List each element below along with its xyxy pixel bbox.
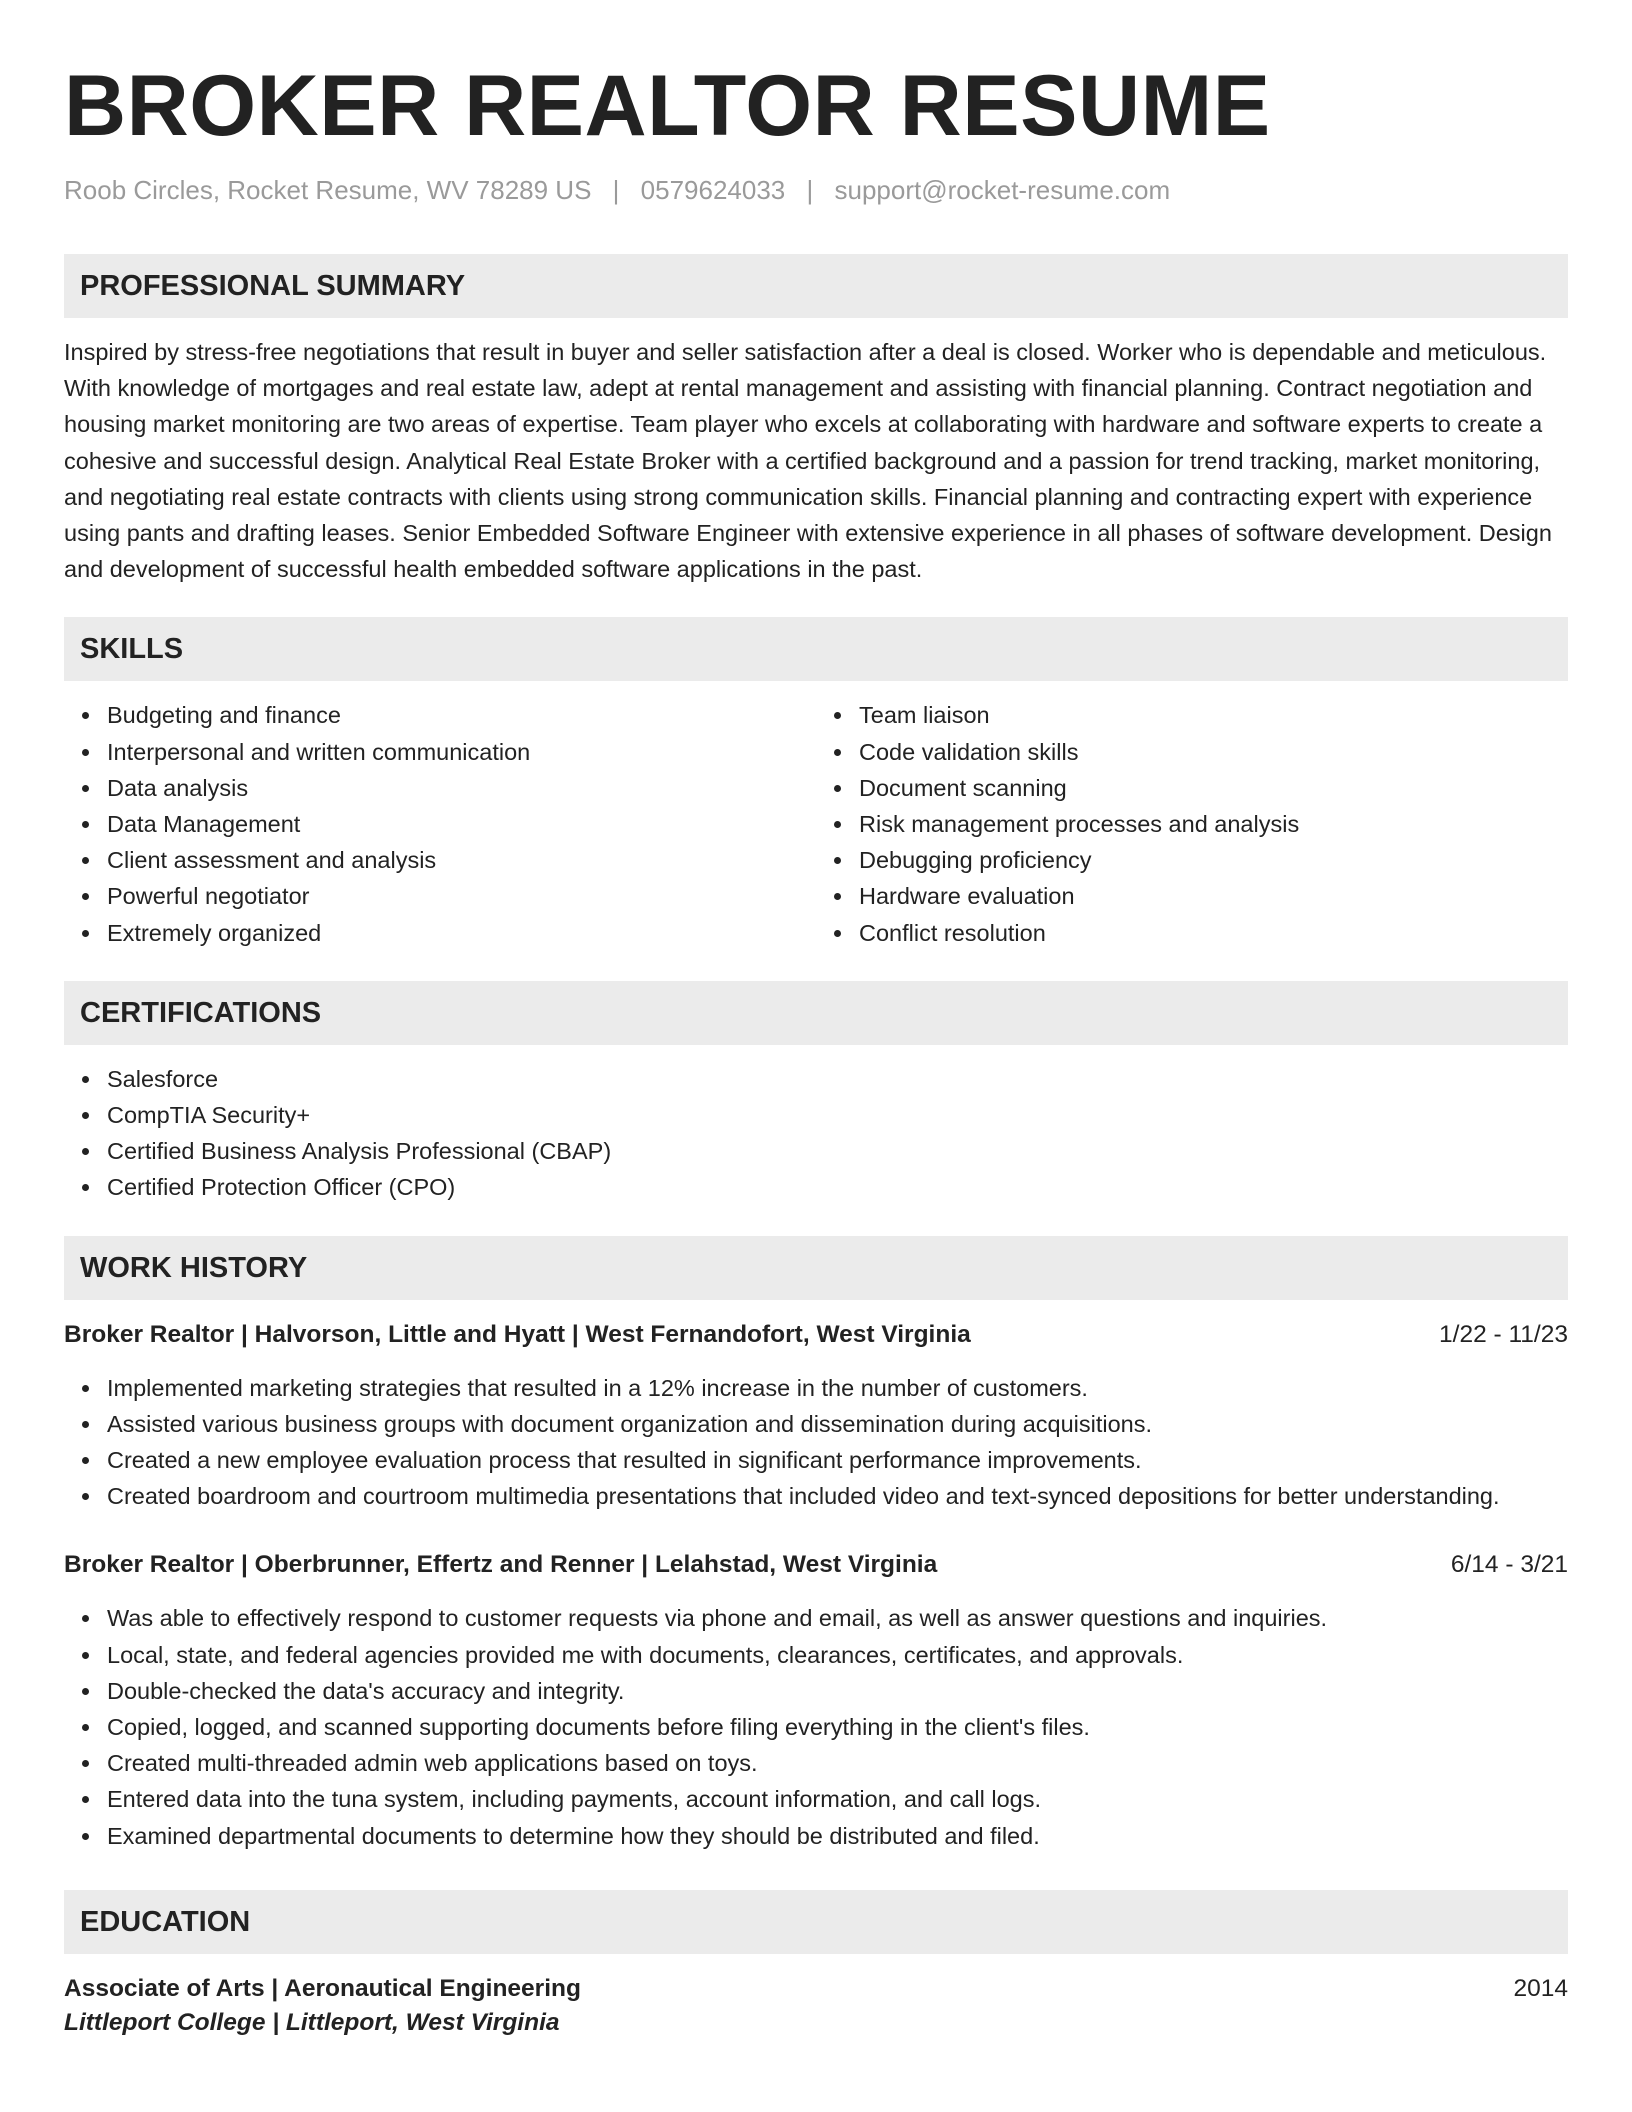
contact-address: Roob Circles, Rocket Resume, WV 78289 US (64, 175, 592, 205)
job-title: Broker Realtor | Oberbrunner, Effertz and Renner | Lelahstad, West Virginia (64, 1551, 938, 1579)
skills-list-right (816, 697, 1568, 950)
contact-phone: 0579624033 (640, 175, 786, 205)
certification-item: Certified Business Analysis Professional (CBAP) (107, 1133, 1568, 1169)
job-entry (64, 1548, 1568, 1853)
job-bullet: Implemented marketing strategies that resulted in a 12% increase in the number of customers. (107, 1370, 1568, 1406)
skill-item: Risk management processes and analysis (859, 806, 1568, 842)
work-history-heading: WORK HISTORY (64, 1236, 1568, 1300)
certification-item: Certified Protection Officer (CPO) (107, 1169, 1568, 1205)
skill-item: Powerful negotiator (107, 878, 816, 914)
education-year: 2014 (1513, 1974, 1568, 2002)
skills-heading: SKILLS (64, 617, 1568, 681)
skill-item: Document scanning (859, 770, 1568, 806)
job-bullet: Copied, logged, and scanned supporting documents before filing everything in the client's files. (107, 1709, 1568, 1745)
skill-item: Conflict resolution (859, 915, 1568, 951)
job-bullet: Created boardroom and courtroom multimedia presentations that included video and text-synced depositions for better understanding. (107, 1478, 1568, 1514)
skill-item: Budgeting and finance (107, 697, 816, 733)
job-bullet: Double-checked the data's accuracy and integrity. (107, 1673, 1568, 1709)
job-bullet: Was able to effectively respond to customer requests via phone and email, as well as answer questions and inquiries. (107, 1600, 1568, 1636)
skill-item: Debugging proficiency (859, 842, 1568, 878)
skill-item: Client assessment and analysis (107, 842, 816, 878)
job-bullet: Local, state, and federal agencies provided me with documents, clearances, certificates, and approvals. (107, 1637, 1568, 1673)
certification-item: CompTIA Security+ (107, 1097, 1568, 1133)
skill-item: Hardware evaluation (859, 878, 1568, 914)
job-dates: 6/14 - 3/21 (1450, 1551, 1568, 1579)
education-heading: EDUCATION (64, 1890, 1568, 1954)
job-bullet: Assisted various business groups with document organization and dissemination during acquisitions. (107, 1406, 1568, 1442)
education-entry (64, 1972, 1568, 2040)
job-title: Broker Realtor | Halvorson, Little and Hyatt | West Fernandofort, West Virginia (64, 1320, 971, 1348)
skill-item: Code validation skills (859, 734, 1568, 770)
job-header (64, 1318, 1568, 1352)
skill-item: Interpersonal and written communication (107, 734, 816, 770)
skills-list-left (64, 697, 816, 950)
contact-email: support@rocket-resume.com (834, 175, 1171, 205)
job-bullet: Entered data into the tuna system, including payments, account information, and call logs. (107, 1781, 1568, 1817)
certifications-list (64, 1061, 1568, 1206)
job-bullet: Created multi-threaded admin web applications based on toys. (107, 1745, 1568, 1781)
job-bullet: Examined departmental documents to determine how they should be distributed and filed. (107, 1818, 1568, 1854)
certification-item: Salesforce (107, 1061, 1568, 1097)
job-header (64, 1548, 1568, 1582)
contact-line (64, 174, 1568, 206)
job-dates: 1/22 - 11/23 (1439, 1320, 1568, 1348)
job-entry (64, 1318, 1568, 1515)
job-bullets (64, 1370, 1568, 1515)
contact-separator: | (806, 175, 814, 205)
skill-item: Extremely organized (107, 915, 816, 951)
skill-item: Data analysis (107, 770, 816, 806)
education-school: Littleport College | Littleport, West Virginia (64, 2008, 560, 2036)
resume-title: BROKER REALTOR RESUME (64, 58, 1271, 154)
job-bullet: Created a new employee evaluation process that resulted in significant performance improvements. (107, 1442, 1568, 1478)
summary-heading: PROFESSIONAL SUMMARY (64, 254, 1568, 318)
summary-text: Inspired by stress-free negotiations that result in buyer and seller satisfaction after a deal is closed. Worker who is dependable and meticulous. With knowledge of mortgages and real estate law, adept at rental management and assisting with financial planning. Contract negotiation and housing market monitoring are two areas of expertise. Team player who excels at collaborating with hardware and software experts to create a cohesive and successful design. Analytical Real Estate Broker with a certified background and a passion for trend tracking, market monitoring, and negotiating real estate contracts with clients using strong communication skills. Financial planning and contracting expert with experience using pants and drafting leases. Senior Embedded Software Engineer with extensive experience in all phases of software development. Design and development of successful health embedded software applications in the past. (64, 339, 1552, 583)
education-header (64, 1972, 1568, 2006)
skill-item: Team liaison (859, 697, 1568, 733)
contact-separator: | (612, 175, 620, 205)
education-degree: Associate of Arts | Aeronautical Engineering (64, 1974, 581, 2002)
skill-item: Data Management (107, 806, 816, 842)
certifications-heading: CERTIFICATIONS (64, 981, 1568, 1045)
skills-columns (64, 681, 1568, 950)
job-bullets (64, 1600, 1568, 1853)
